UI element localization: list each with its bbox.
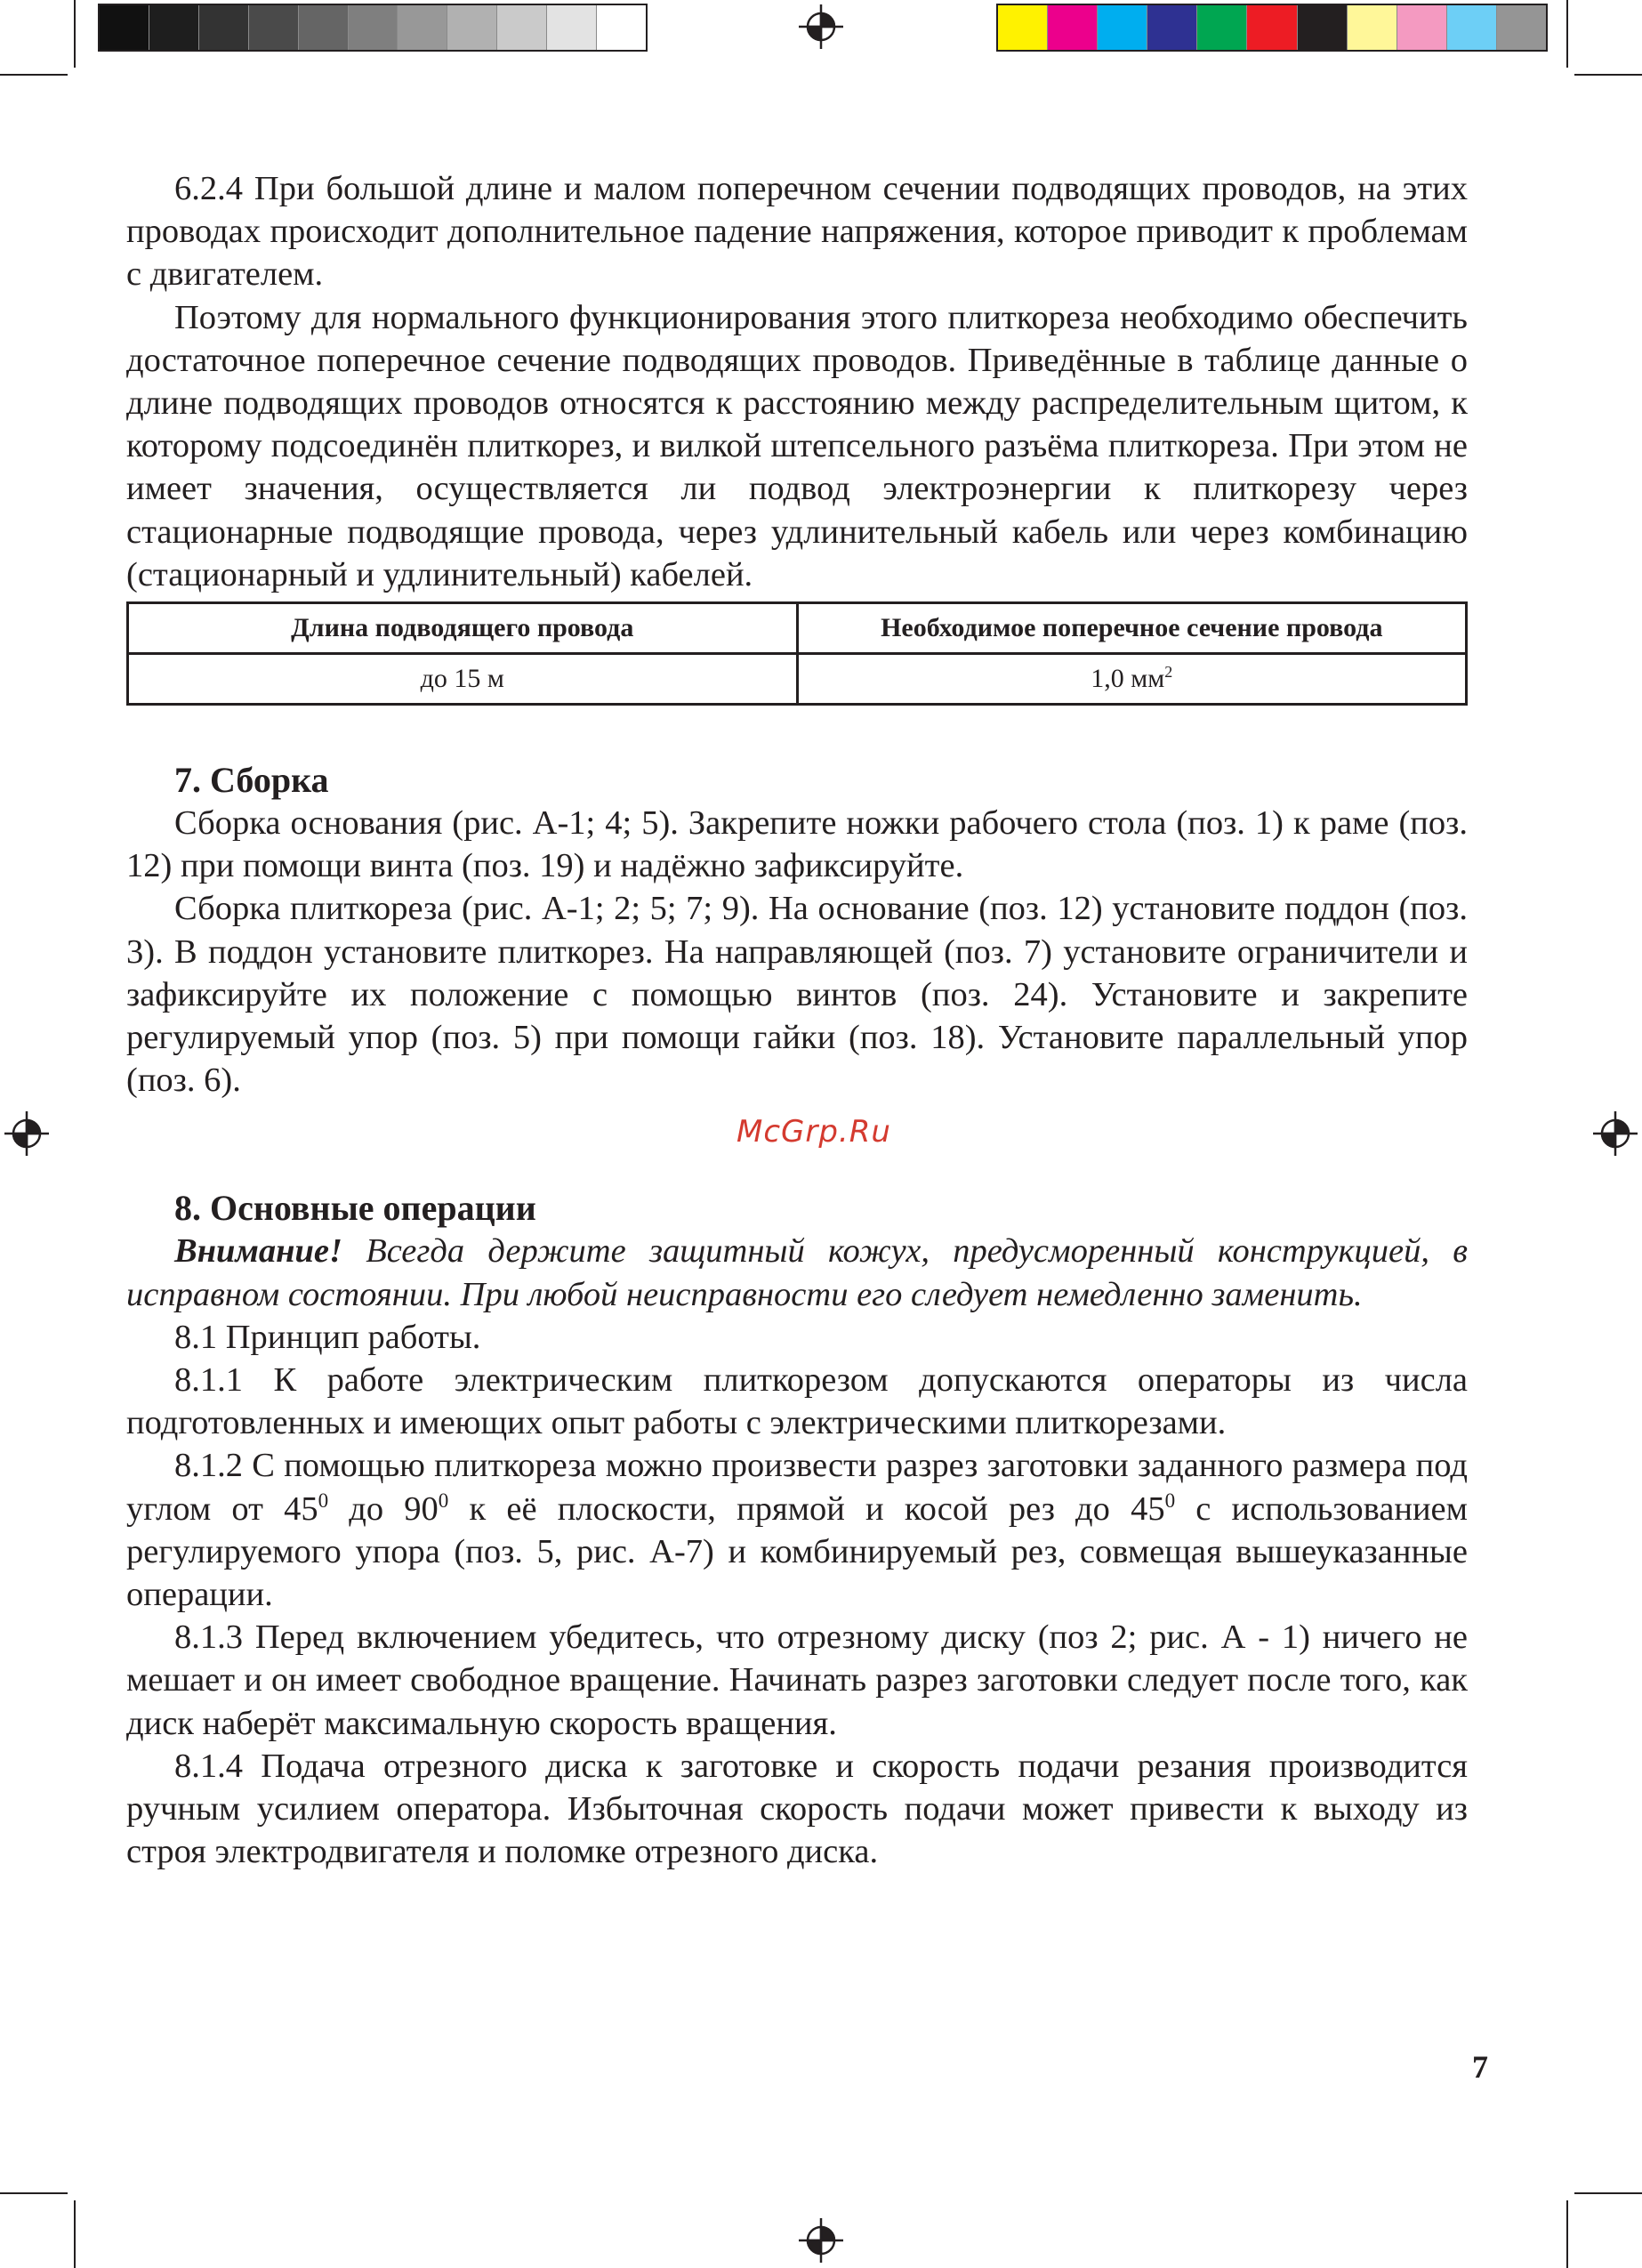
paragraph-8-1-4: 8.1.4 Подача отрезного диска к заготовке и скорость подачи резания производится ручным усилием оператора. Избыточная скорость подачи может привести к выходу из строя электродвигателя и поломке отрезного диска. <box>126 1747 1468 1871</box>
wire-section-table <box>126 601 1468 706</box>
degree-superscript: 0 <box>318 1488 329 1512</box>
text-run: с использованием регулируемого упора (поз. 5, рис. А-7) и комбинируемый рез, совмещая вышеуказанные операции. <box>126 1489 1469 1614</box>
section-value: 1,0 мм <box>1091 664 1165 694</box>
watermark: McGrp.Ru <box>736 1114 891 1150</box>
paragraph-6-2-4: 6.2.4 При большой длине и малом поперечном сечении подводящих проводов, на этих проводах происходит дополнительное падение напряжения, которое приводит к проблемам с двигателем. <box>126 170 1468 294</box>
warning-label: Внимание! <box>174 1232 342 1271</box>
registration-target-left <box>4 1111 49 1156</box>
section-7-title: 7. Сборка <box>174 760 329 801</box>
table-header-section: Необходимое поперечное сечение провода <box>797 603 1467 654</box>
warning-text: Всегда держите защитный кожух, предусмоpенный конструкцией, в исправном состоянии. При любой неисправности его следует немедленно заменить. <box>126 1232 1468 1313</box>
table-row <box>128 654 1467 705</box>
table-header-row <box>128 603 1467 654</box>
registration-target-right <box>1593 1111 1638 1156</box>
text-run: 8.1.2 С помощью плиткореза можно произвести разрез заготовки заданного размера под углом от 45 <box>126 1447 1468 1528</box>
page-content <box>126 167 1468 1874</box>
table-cell-section <box>797 654 1467 705</box>
text-run: до 90 <box>328 1489 439 1528</box>
degree-superscript: 0 <box>1164 1488 1176 1512</box>
paragraph-8-1: 8.1 Принцип работы. <box>174 1318 481 1356</box>
registration-target-bottom <box>799 2218 843 2263</box>
section-unit-superscript: 2 <box>1164 663 1173 682</box>
paragraph-8-1-3: 8.1.3 Перед включением убедитесь, что отрезному диску (поз 2; рис. А - 1) ничего не мешает и он имеет свободное вращение. Начинать разрез заготовки следует после того, как диск наберёт максимальную скорость вращения. <box>126 1618 1468 1742</box>
degree-superscript: 0 <box>438 1488 449 1512</box>
table-header-length: Длина подводящего провода <box>128 603 798 654</box>
table-cell-length: до 15 м <box>128 654 798 705</box>
paragraph-base-assembly: Сборка основания (рис. А-1; 4; 5). Закрепите ножки рабочего стола (поз. 1) к раме (поз. 12) при помощи винта (поз. 19) и надёжно зафиксируйте. <box>126 804 1468 885</box>
registration-target-top <box>799 4 843 49</box>
text-run: к её плоскости, прямой и косой рез до 45 <box>448 1489 1165 1528</box>
page-number: 7 <box>1472 2049 1488 2085</box>
section-8-title: 8. Основные операции <box>174 1188 536 1229</box>
paragraph-8-1-2 <box>126 1444 1468 1616</box>
paragraph-cutter-assembly: Сборка плиткореза (рис. А-1; 2; 5; 7; 9). На основание (поз. 12) установите поддон (поз. 3). В поддон установите плиткорез. На направляющей (поз. 7) установите ограничители и зафиксируйте их положение с помощью винтов (поз. 24). Установите и закрепите регулируемый упор (поз. 5) при помощи гайки (поз. 18). Установите параллельный упор (поз. 6). <box>126 890 1468 1100</box>
paragraph-wire-section: Поэтому для нормального функционирования этого плиткореза необходимо обеспечить достаточное поперечное сечение подводящих проводов. Приведённые в таблице данные о длине подводящих проводов относятся к расстоянию между распределительным щитом, к которому подсоединён плиткорез, и вилкой штепсельного разъёма плиткореза. При этом не имеет значения, осуществляется ли подвод электроэнергии к плиткорезу через стационарные подводящие провода, через удлинительный кабель или через комбинацию (стационарный и удлинительный) кабелей. <box>126 298 1468 593</box>
paragraph-8-1-1: 8.1.1 К работе электрическим плиткорезом допускаются операторы из числа подготовленных и имеющих опыт работы с электрическими плиткорезами. <box>126 1361 1468 1442</box>
warning-paragraph <box>126 1230 1468 1315</box>
